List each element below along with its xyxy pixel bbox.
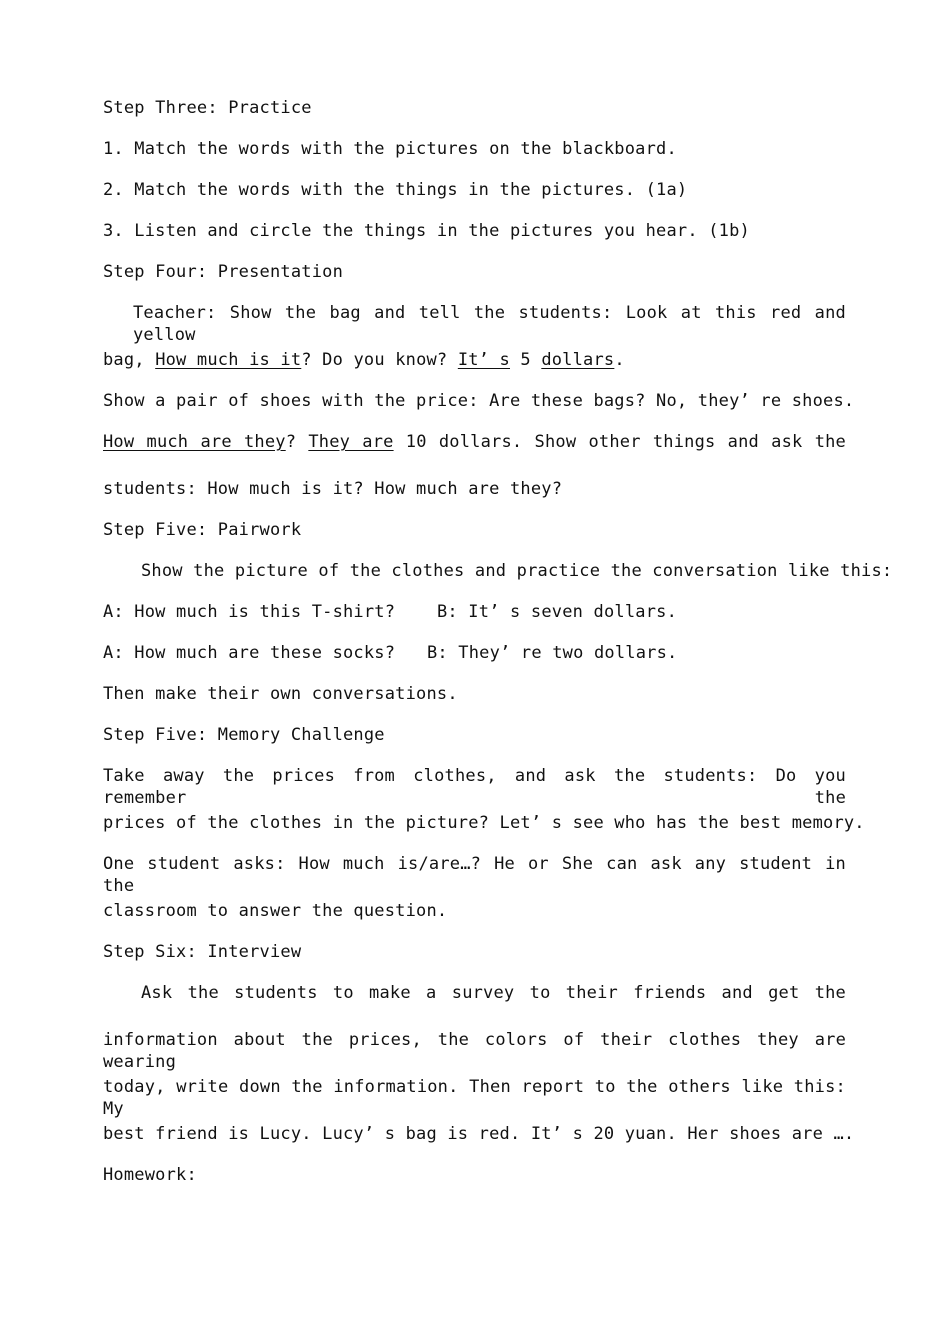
dialog-question: A: How much are these socks?: [103, 643, 396, 663]
step-three-heading: Step Three: Practice: [103, 98, 312, 118]
underlined-phrase: dollars: [541, 350, 615, 370]
underlined-phrase: How much are they: [103, 432, 286, 452]
memory-line-1: Take away the prices from clothes, and ask the students: Do you remember the: [103, 766, 846, 808]
step-four-heading: Step Four: Presentation: [103, 262, 344, 282]
text-span: 10 dollars. Show other things and ask the: [393, 432, 846, 452]
memory-line-3: One student asks: How much is/are…? He or She can ask any student in the: [103, 854, 846, 896]
dialog-answer: B: It’ s seven dollars.: [437, 602, 678, 622]
step-six-heading: Step Six: Interview: [103, 942, 302, 962]
presentation-line-5: students: How much is it? How much are they?: [103, 479, 563, 499]
dialog-line-2: [103, 642, 846, 664]
dialog-line-1: [103, 601, 846, 623]
text-span: .: [614, 350, 625, 370]
step-five-memory-heading: Step Five: Memory Challenge: [103, 725, 385, 745]
interview-line-3: today, write down the information. Then report to the others like this: My: [103, 1077, 846, 1119]
dialog-answer: B: They’ re two dollars.: [427, 643, 678, 663]
text-span: bag,: [103, 350, 156, 370]
practice-item-1: 1. Match the words with the pictures on the blackboard.: [103, 139, 677, 159]
presentation-line-4: [103, 431, 846, 453]
pairwork-intro: Show the picture of the clothes and practice the conversation like this:: [141, 561, 893, 581]
practice-item-2: 2. Match the words with the things in the pictures. (1a): [103, 180, 688, 200]
memory-line-2: prices of the clothes in the picture? Let’ s see who has the best memory.: [103, 813, 865, 833]
presentation-line-1: Teacher: Show the bag and tell the students: Look at this red and yellow: [133, 303, 846, 345]
dialog-question: A: How much is this T-shirt?: [103, 602, 396, 622]
presentation-line-2: [103, 349, 846, 371]
step-five-pairwork-heading: Step Five: Pairwork: [103, 520, 302, 540]
pairwork-outro: Then make their own conversations.: [103, 684, 458, 704]
presentation-line-3: Show a pair of shoes with the price: Are these bags? No, they’ re shoes.: [103, 391, 855, 411]
practice-item-3: 3. Listen and circle the things in the pictures you hear. (1b): [103, 221, 750, 241]
text-span: ? Do you know?: [301, 350, 458, 370]
homework-heading: Homework:: [103, 1165, 197, 1185]
underlined-phrase: They are: [308, 432, 394, 452]
interview-line-4: best friend is Lucy. Lucy’ s bag is red. It’ s 20 yuan. Her shoes are ….: [103, 1124, 855, 1144]
text-span: 5: [510, 350, 542, 370]
text-span: ?: [285, 432, 309, 452]
underlined-phrase: It’ s: [457, 350, 510, 370]
interview-line-2: information about the prices, the colors of their clothes they are wearing: [103, 1030, 846, 1072]
underlined-phrase: How much is it: [155, 350, 302, 370]
memory-line-4: classroom to answer the question.: [103, 901, 448, 921]
interview-line-1: Ask the students to make a survey to their friends and get the: [141, 983, 846, 1003]
